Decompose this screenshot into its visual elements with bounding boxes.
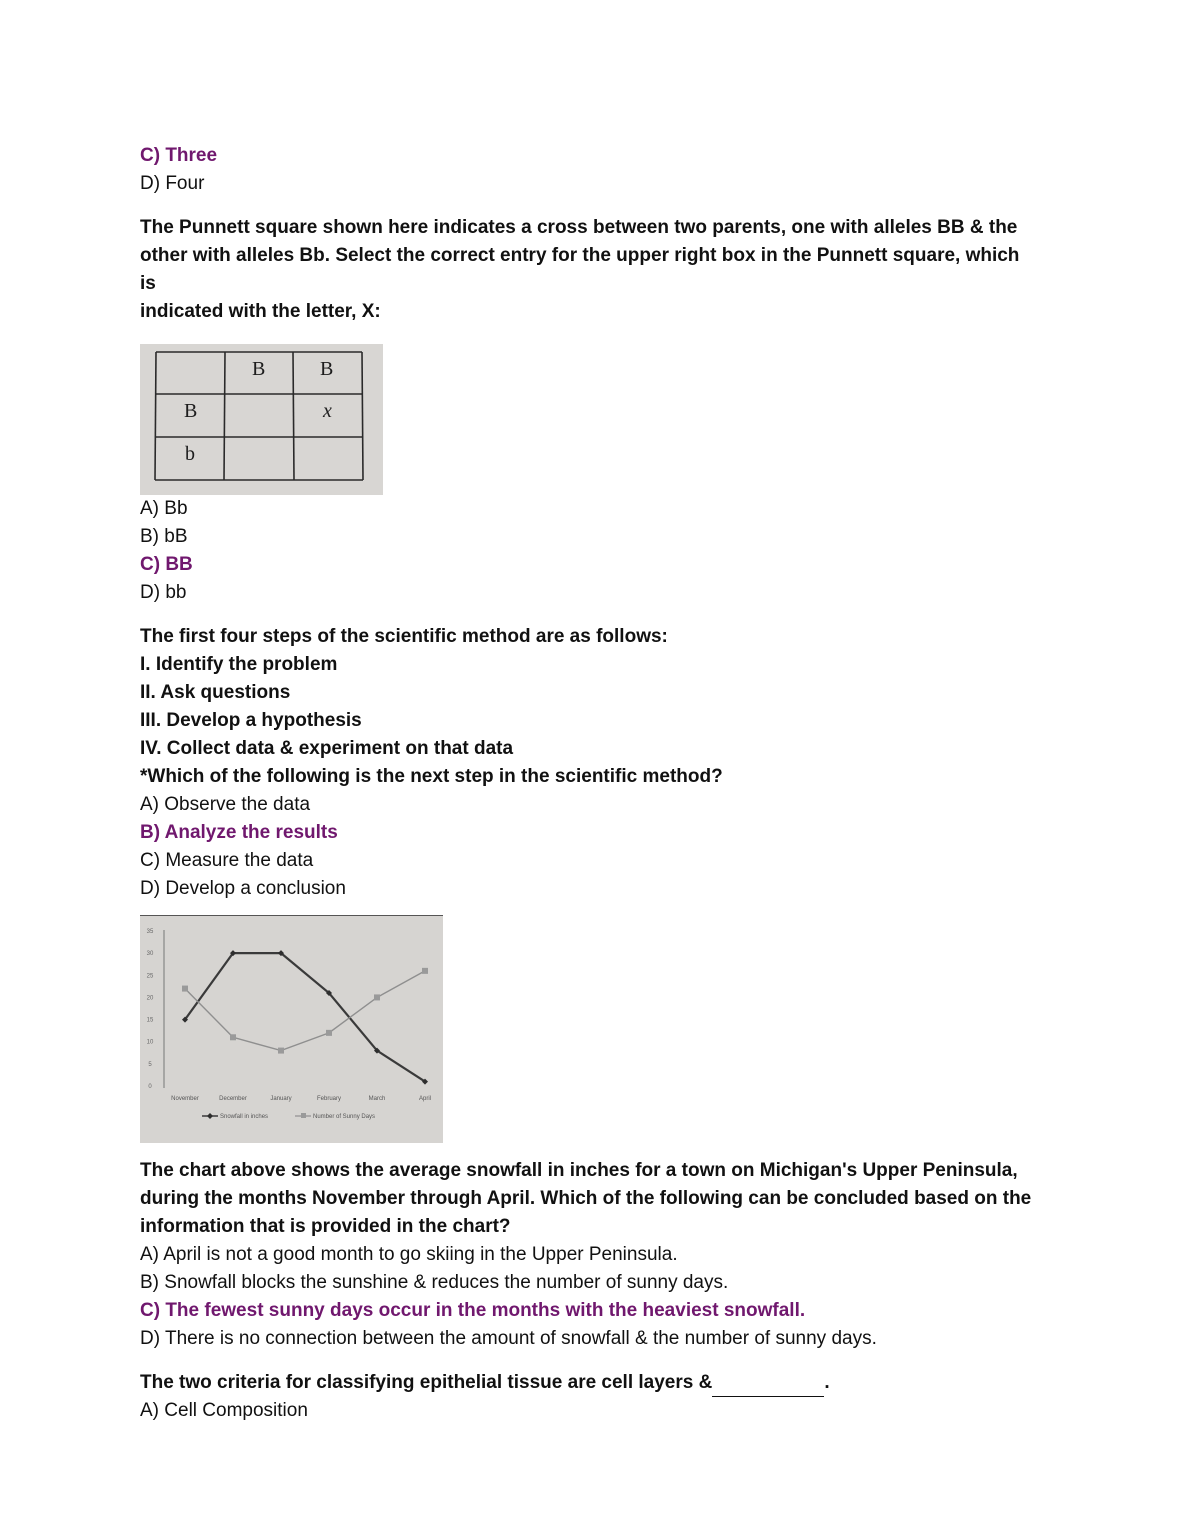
sunny-days-point	[326, 1030, 332, 1036]
q3-step: II. Ask questions	[140, 682, 291, 703]
q2-stem-line: indicated with the letter, X:	[140, 301, 381, 322]
snowfall-chart	[140, 916, 443, 1143]
punnett-top-header: B	[252, 358, 266, 380]
q3-option-c: C) Measure the data	[140, 850, 314, 871]
q3-step: III. Develop a hypothesis	[140, 710, 362, 731]
q2-option-a: A) Bb	[140, 498, 188, 519]
quiz-page	[140, 142, 1040, 1425]
spacer	[140, 1353, 1040, 1369]
y-tick-label: 5	[148, 1061, 152, 1068]
q5-stem	[140, 1369, 1040, 1397]
q1-option-d: D) Four	[140, 173, 205, 194]
x-tick-label: November	[171, 1096, 199, 1102]
q3-stem-line: The first four steps of the scientific method are as follows:	[140, 626, 668, 647]
y-tick-label: 10	[146, 1039, 154, 1046]
legend-snowfall-marker	[207, 1113, 213, 1119]
sunny-days-point	[230, 1034, 236, 1040]
q2-option-b: B) bB	[140, 526, 188, 547]
x-tick-label: February	[316, 1096, 342, 1102]
punnett-square-image	[140, 344, 383, 495]
y-tick-label: 0	[148, 1084, 152, 1090]
snowfall-series-line	[185, 953, 425, 1081]
y-tick-label: 25	[146, 973, 154, 980]
q4-option-b: B) Snowfall blocks the sunshine & reduces the number of sunny days.	[140, 1272, 729, 1293]
sunny-days-point	[374, 994, 380, 1000]
q2-stem-line: The Punnett square shown here indicates a cross between two parents, one with alleles BB & the	[140, 217, 1018, 238]
y-tick-label: 30	[146, 951, 154, 958]
x-tick-label: December	[219, 1096, 247, 1102]
q5-option-a: A) Cell Composition	[140, 1400, 308, 1421]
q3-question: *Which of the following is the next step in the scientific method?	[140, 766, 723, 787]
q5-blank	[712, 1376, 824, 1397]
legend-sunny-marker	[301, 1113, 306, 1118]
spacer	[140, 198, 1040, 214]
y-tick-label: 15	[146, 1017, 154, 1024]
q2-stem-line: other with alleles Bb. Select the correct entry for the upper right box in the Punnett square, which is	[140, 245, 1020, 294]
q3-step: I. Identify the problem	[140, 654, 338, 675]
y-tick-label: 35	[146, 929, 154, 935]
q2-option-d: D) bb	[140, 582, 187, 603]
q3-step: IV. Collect data & experiment on that data	[140, 738, 514, 759]
punnett-side-header: b	[185, 443, 195, 465]
spacer	[140, 1143, 1040, 1157]
q5-stem-end: .	[824, 1372, 830, 1393]
q3-option-a: A) Observe the data	[140, 794, 311, 815]
spacer	[140, 326, 1040, 342]
y-tick-label: 20	[146, 995, 154, 1002]
punnett-side-header: B	[184, 400, 198, 422]
q4-option-a: A) April is not a good month to go skiing in the Upper Peninsula.	[140, 1244, 678, 1265]
q5-stem-text: The two criteria for classifying epithelial tissue are cell layers &	[140, 1372, 713, 1393]
punnett-top-header: B	[320, 358, 334, 380]
q4-stem-line: The chart above shows the average snowfall in inches for a town on Michigan's Upper Peninsula,	[140, 1160, 1018, 1181]
x-tick-label: April	[418, 1096, 432, 1102]
sunny-days-point	[422, 968, 428, 974]
q4-stem-line: during the months November through April. Which of the following can be concluded based on the	[140, 1188, 1032, 1209]
sunny-days-point	[182, 986, 188, 992]
sunny-days-point	[278, 1048, 284, 1054]
sunny-days-series-line	[185, 971, 425, 1051]
q4-stem-line: information that is provided in the chart?	[140, 1216, 511, 1237]
q4-option-c: C) The fewest sunny days occur in the months with the heaviest snowfall.	[140, 1300, 806, 1321]
snowfall-chart-image	[140, 915, 443, 1143]
legend-snowfall-label: Snowfall in inches	[220, 1114, 269, 1120]
x-tick-label: March	[368, 1096, 386, 1102]
x-tick-label: January	[270, 1096, 292, 1102]
punnett-marker-x: x	[323, 400, 332, 422]
q2-option-c: C) BB	[140, 554, 193, 575]
spacer	[140, 607, 1040, 623]
q1-option-c: C) Three	[140, 145, 218, 166]
q3-option-b: B) Analyze the results	[140, 822, 338, 843]
q4-option-d: D) There is no connection between the amount of snowfall & the number of sunny days.	[140, 1328, 877, 1349]
q3-option-d: D) Develop a conclusion	[140, 878, 346, 899]
legend-sunny-label: Number of Sunny Days	[313, 1114, 376, 1120]
